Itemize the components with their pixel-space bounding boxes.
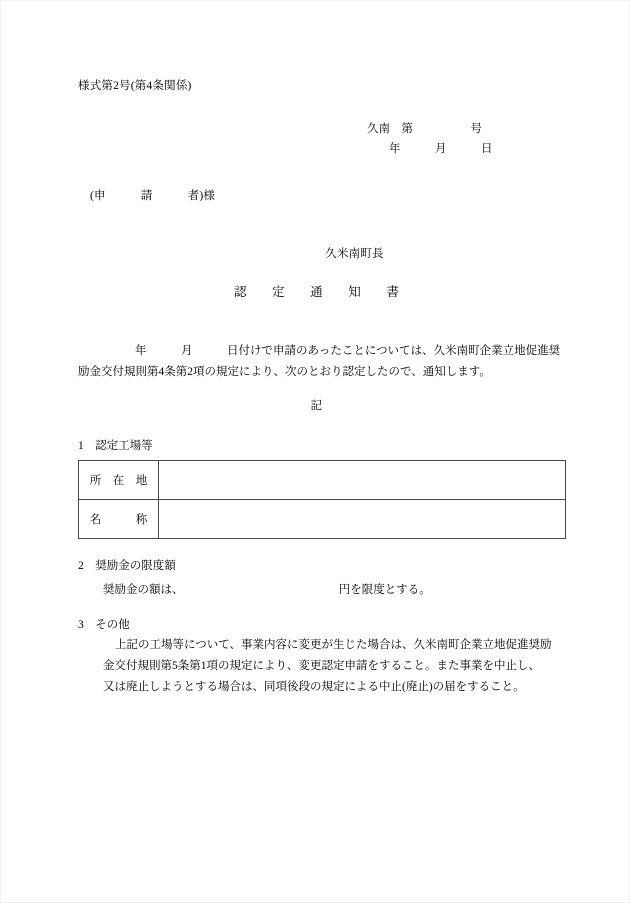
document-title: 認 定 通 知 書	[233, 285, 400, 299]
certified-factory-table	[78, 460, 566, 539]
table-label-name: 名 称	[79, 500, 159, 539]
section-1-heading: 1 認定工場等	[78, 440, 153, 452]
table-row	[79, 461, 566, 500]
section-2-heading: 2 奨励金の限度額	[78, 560, 176, 572]
ki-marker: 記	[310, 400, 323, 412]
document-date: 年 月 日	[389, 143, 493, 155]
table-value-location[interactable]	[159, 461, 566, 500]
table-label-location: 所 在 地	[79, 461, 159, 500]
form-number: 様式第2号(第4条関係)	[78, 80, 192, 92]
body-line-1: 年 月 日付けで申請のあったことについては、久米南町企業立地促進奨	[135, 345, 561, 357]
table-row	[79, 500, 566, 539]
table-value-name[interactable]	[159, 500, 566, 539]
document-number-block	[295, 119, 555, 159]
issuer-name: 久米南町長	[325, 248, 384, 260]
section-2-amount-line: 奨励金の額は、 円を限度とする。	[103, 584, 431, 596]
document-number: 久南 第 号	[367, 123, 482, 135]
document-body	[78, 1, 561, 903]
section-3-heading: 3 その他	[78, 619, 130, 631]
body-paragraph	[78, 341, 561, 383]
section-3-line-3: 又は廃止しようとする場合は、同項後段の規定による中止(廃止)の届をすること。	[103, 681, 525, 693]
section-3-body	[103, 635, 555, 698]
section-3-line-2: 金交付規則第5条第1項の規定により、変更認定申請をすること。また事業を中止し、	[103, 660, 540, 672]
section-3-line-1: 上記の工場等について、事業内容に変更が生じた場合は、久米南町企業立地促進奨励	[115, 639, 552, 651]
addressee: (申 請 者)様	[90, 190, 216, 202]
body-line-2: 励金交付規則第4条第2項の規定により、次のとおり認定したので、通知します。	[78, 366, 491, 378]
